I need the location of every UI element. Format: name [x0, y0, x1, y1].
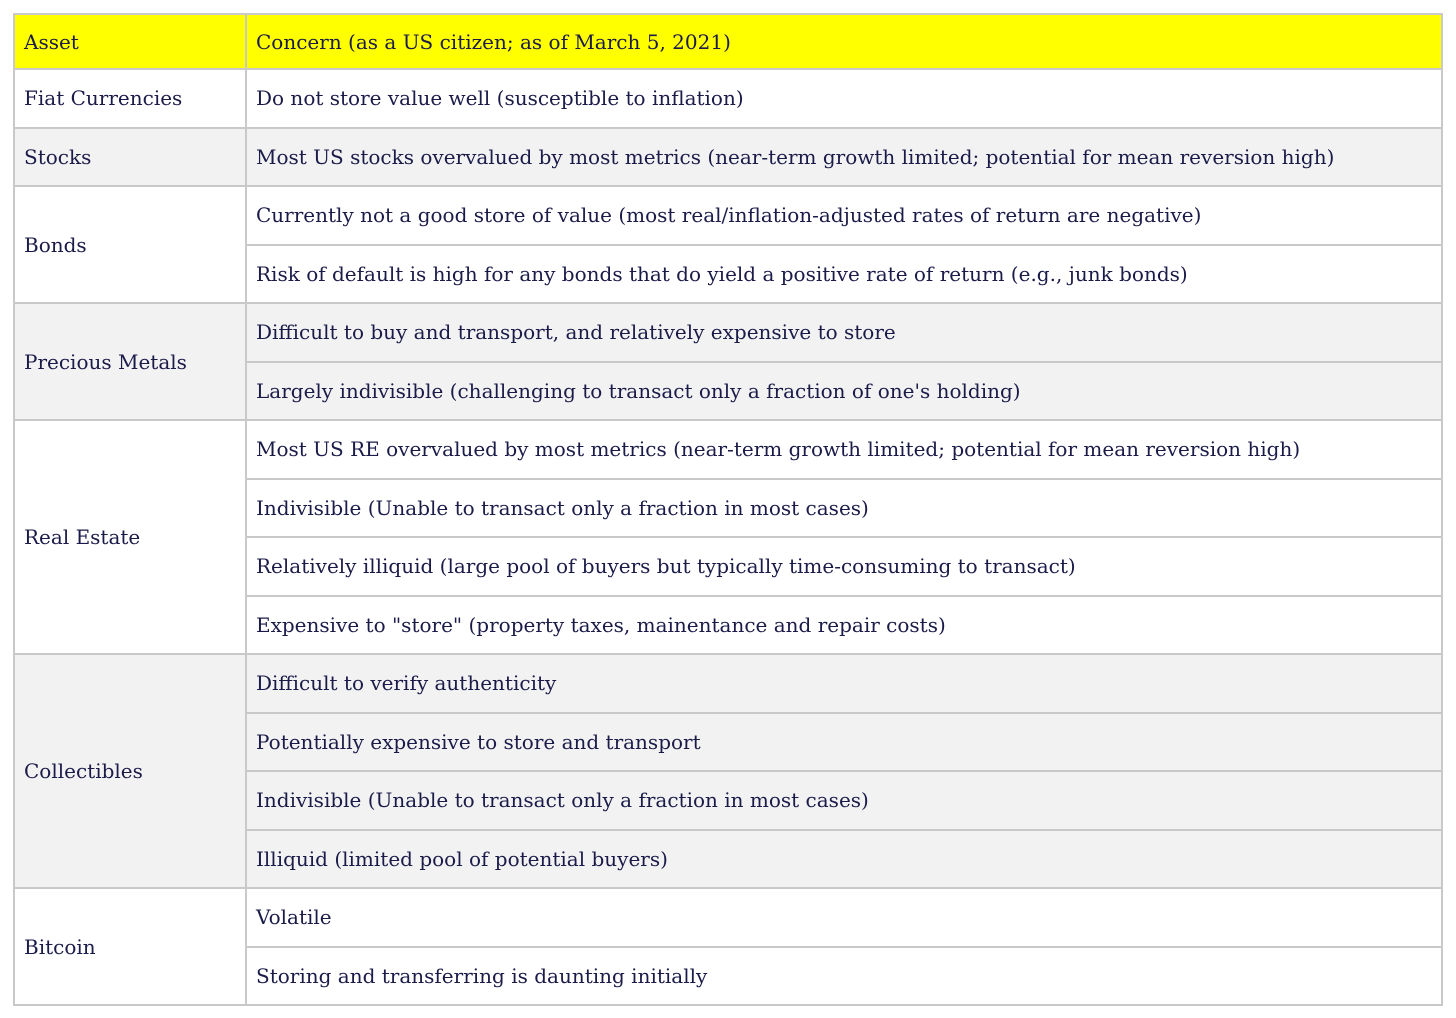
header-cell-concern: Concern (as a US citizen; as of March 5, 2021) [246, 14, 1442, 69]
concern-cell: Expensive to "store" (property taxes, mainentance and repair costs) [246, 596, 1442, 655]
header-row [14, 14, 1442, 69]
concern-cell: Risk of default is high for any bonds that do yield a positive rate of return (e.g., junk bonds) [246, 245, 1442, 304]
table-row [14, 420, 1442, 479]
asset-cell-bitcoin: Bitcoin [14, 888, 246, 1005]
concern-cell: Potentially expensive to store and transport [246, 713, 1442, 772]
header-cell-asset: Asset [14, 14, 246, 69]
asset-cell-bonds: Bonds [14, 186, 246, 303]
table-row [14, 128, 1442, 187]
concern-cell: Volatile [246, 888, 1442, 947]
concern-cell: Relatively illiquid (large pool of buyers but typically time-consuming to transact) [246, 537, 1442, 596]
concern-cell: Storing and transferring is daunting initially [246, 947, 1442, 1006]
concern-cell: Most US stocks overvalued by most metrics (near-term growth limited; potential for mean reversion high) [246, 128, 1442, 187]
concern-cell: Illiquid (limited pool of potential buyers) [246, 830, 1442, 889]
asset-cell-fiat-currencies: Fiat Currencies [14, 69, 246, 128]
concern-cell: Indivisible (Unable to transact only a fraction in most cases) [246, 479, 1442, 538]
asset-cell-stocks: Stocks [14, 128, 246, 187]
concern-cell: Do not store value well (susceptible to inflation) [246, 69, 1442, 128]
table-row [14, 888, 1442, 947]
table-row [14, 303, 1442, 362]
asset-cell-real-estate: Real Estate [14, 420, 246, 654]
asset-cell-collectibles: Collectibles [14, 654, 246, 888]
asset-concerns-table [13, 13, 1443, 1006]
table-row [14, 186, 1442, 245]
concern-cell: Difficult to verify authenticity [246, 654, 1442, 713]
table-row [14, 69, 1442, 128]
concern-cell: Difficult to buy and transport, and relatively expensive to store [246, 303, 1442, 362]
concern-cell: Most US RE overvalued by most metrics (near-term growth limited; potential for mean reversion high) [246, 420, 1442, 479]
concern-cell: Indivisible (Unable to transact only a fraction in most cases) [246, 771, 1442, 830]
table-row [14, 654, 1442, 713]
asset-cell-precious-metals: Precious Metals [14, 303, 246, 420]
concern-cell: Largely indivisible (challenging to transact only a fraction of one's holding) [246, 362, 1442, 421]
concern-cell: Currently not a good store of value (most real/inflation-adjusted rates of return are negative) [246, 186, 1442, 245]
